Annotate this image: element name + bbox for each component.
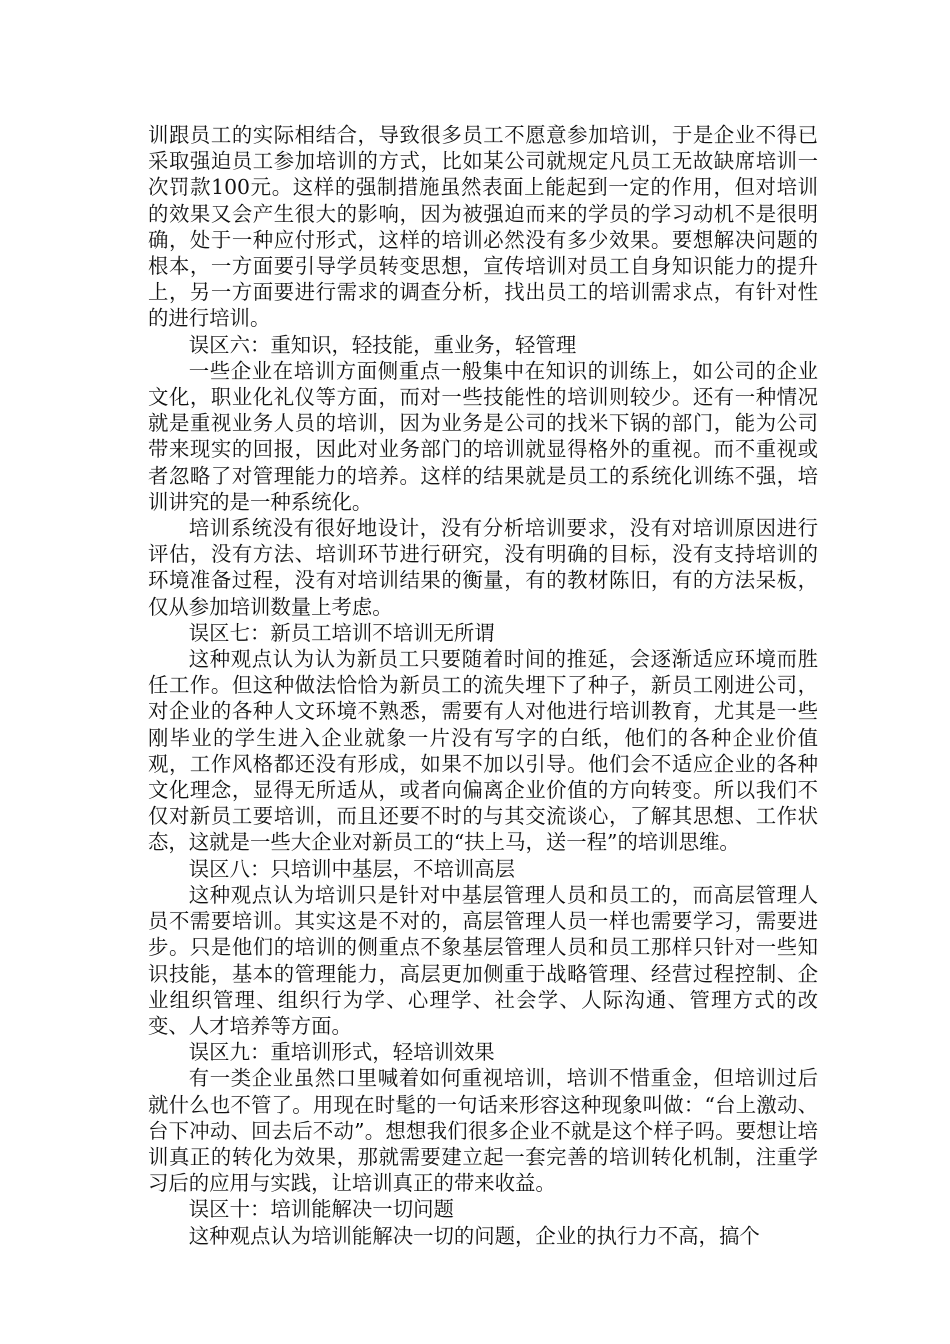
paragraph: 训跟员工的实际相结合，导致很多员工不愿意参加培训，于是企业不得已采取强迫员工参加培训的方式，比如某公司就规定凡员工无故缺席培训一次罚款100元。这样的强制措施虽然表面上能起到一定的作用，但对培训的效果又会产生很大的影响，因为被强迫而来的学员的学习动机不是很明确，处于一种应付形式，这样的培训必然没有多少效果。要想解决问题的根本，一方面要引导学员转变思想，宣传培训对员工自身知识能力的提升上，另一方面要进行需求的调查分析，找出员工的培训需求点，有针对性的进行培训。 bbox=[148, 123, 818, 331]
paragraph: 培训系统没有很好地设计，没有分析培训要求，没有对培训原因进行评估，没有方法、培训环节进行研究，没有明确的目标，没有支持培训的环境准备过程，没有对培训结果的衡量，有的教材陈旧，有的方法呆板，仅从参加培训数量上考虑。 bbox=[148, 516, 818, 619]
paragraph: 这种观点认为认为新员工只要随着时间的推延，会逐渐适应环境而胜任工作。但这种做法恰恰为新员工的流失埋下了种子，新员工刚进公司，对企业的各种人文环境不熟悉，需要有人对他进行培训教育，尤其是一些刚毕业的学生进入企业就象一片没有写字的白纸，他们的各种企业价值观，工作风格都还没有形成，如果不加以引导。他们会不适应企业的各种文化理念，显得无所适从，或者向偏离企业价值的方向转变。所以我们不仅对新员工要培训，而且还要不时的与其交流谈心，了解其思想、工作状态，这就是一些大企业对新员工的“扶上马，送一程”的培训思维。 bbox=[148, 647, 818, 855]
paragraph: 一些企业在培训方面侧重点一般集中在知识的训练上，如公司的企业文化，职业化礼仪等方面，而对一些技能性的培训则较少。还有一种情况就是重视业务人员的培训，因为业务是公司的找米下锅的部门，能为公司带来现实的回报，因此对业务部门的培训就显得格外的重视。而不重视或者忽略了对管理能力的培养。这样的结果就是员工的系统化训练不强，培训讲究的是一种系统化。 bbox=[148, 358, 818, 514]
section-heading: 误区七：新员工培训不培训无所谓 bbox=[188, 620, 495, 645]
paragraph: 这种观点认为培训能解决一切的问题，企业的执行力不高，搞个 bbox=[188, 1223, 760, 1248]
document-page bbox=[148, 122, 818, 1249]
section-heading: 误区九：重培训形式，轻培训效果 bbox=[188, 1040, 495, 1065]
paragraph: 有一类企业虽然口里喊着如何重视培训，培训不惜重金，但培训过后就什么也不管了。用现在时髦的一句话来形容这种现象叫做：“台上激动、台下冲动、回去后不动”。想想我们很多企业不就是这个样子吗。要想让培训真正的转化为效果，那就需要建立起一套完善的培训转化机制，注重学习后的应用与实践，让培训真正的带来收益。 bbox=[148, 1066, 818, 1196]
section-heading: 误区八：只培训中基层，不培训高层 bbox=[188, 856, 516, 881]
section-heading: 误区十：培训能解决一切问题 bbox=[188, 1197, 454, 1222]
paragraph: 这种观点认为培训只是针对中基层管理人员和员工的，而高层管理人员不需要培训。其实这是不对的，高层管理人员一样也需要学习，需要进步。只是他们的培训的侧重点不象基层管理人员和员工那样只针对一些知识技能，基本的管理能力，高层更加侧重于战略管理、经营过程控制、企业组织管理、组织行为学、心理学、社会学、人际沟通、管理方式的改变、人才培养等方面。 bbox=[148, 882, 818, 1038]
section-heading: 误区六：重知识，轻技能，重业务，轻管理 bbox=[188, 332, 577, 357]
